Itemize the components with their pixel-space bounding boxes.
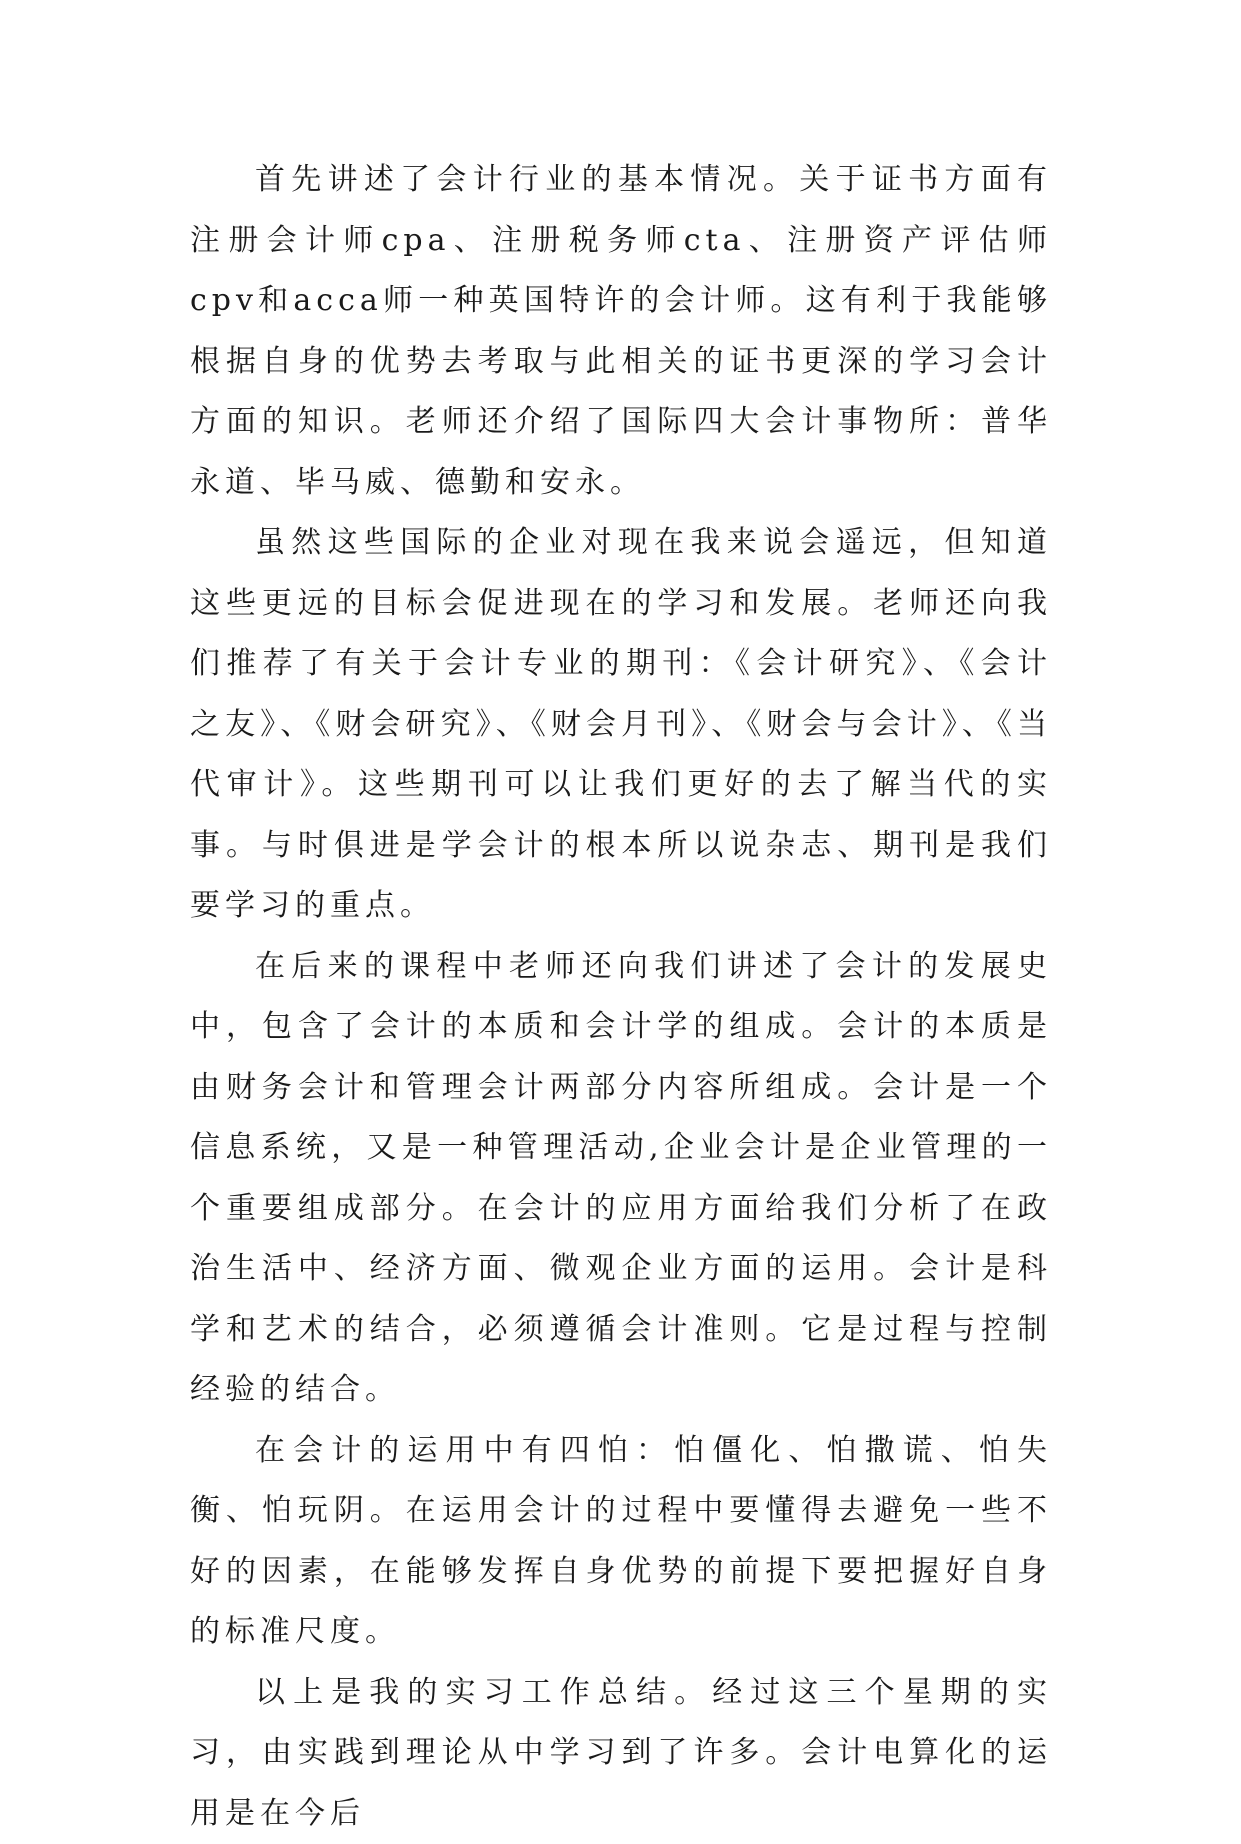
paragraph-2: 虽然这些国际的企业对现在我来说会遥远，但知道这些更远的目标会促进现在的学习和发展。老师还向我们推荐了有关于会计专业的期刊：《会计研究》、《会计之友》、《财会研究》、《财会月刊》、《财会与会计》、《当代审计》。这些期刊可以让我们更好的去了解当代的实事。与时俱进是学会计的根本所以说杂志、期刊是我们要学习的重点。	[190, 513, 1052, 937]
paragraph-1: 首先讲述了会计行业的基本情况。关于证书方面有注册会计师cpa、注册税务师cta、注册资产评估师cpv和acca师一种英国特许的会计师。这有利于我能够根据自身的优势去考取与此相关的证书更深的学习会计方面的知识。老师还介绍了国际四大会计事物所：普华永道、毕马威、德勤和安永。	[190, 150, 1052, 513]
paragraph-5: 以上是我的实习工作总结。经过这三个星期的实习，由实践到理论从中学习到了许多。会计电算化的运用是在今后	[190, 1663, 1052, 1844]
paragraph-4: 在会计的运用中有四怕：怕僵化、怕撒谎、怕失衡、怕玩阴。在运用会计的过程中要懂得去避免一些不好的因素，在能够发挥自身优势的前提下要把握好自身的标准尺度。	[190, 1421, 1052, 1663]
paragraph-3: 在后来的课程中老师还向我们讲述了会计的发展史中，包含了会计的本质和会计学的组成。会计的本质是由财务会计和管理会计两部分内容所组成。会计是一个信息系统，又是一种管理活动,企业会计是企业管理的一个重要组成部分。在会计的应用方面给我们分析了在政治生活中、经济方面、微观企业方面的运用。会计是科学和艺术的结合，必须遵循会计准则。它是过程与控制经验的结合。	[190, 937, 1052, 1421]
document-body	[190, 150, 1052, 1844]
